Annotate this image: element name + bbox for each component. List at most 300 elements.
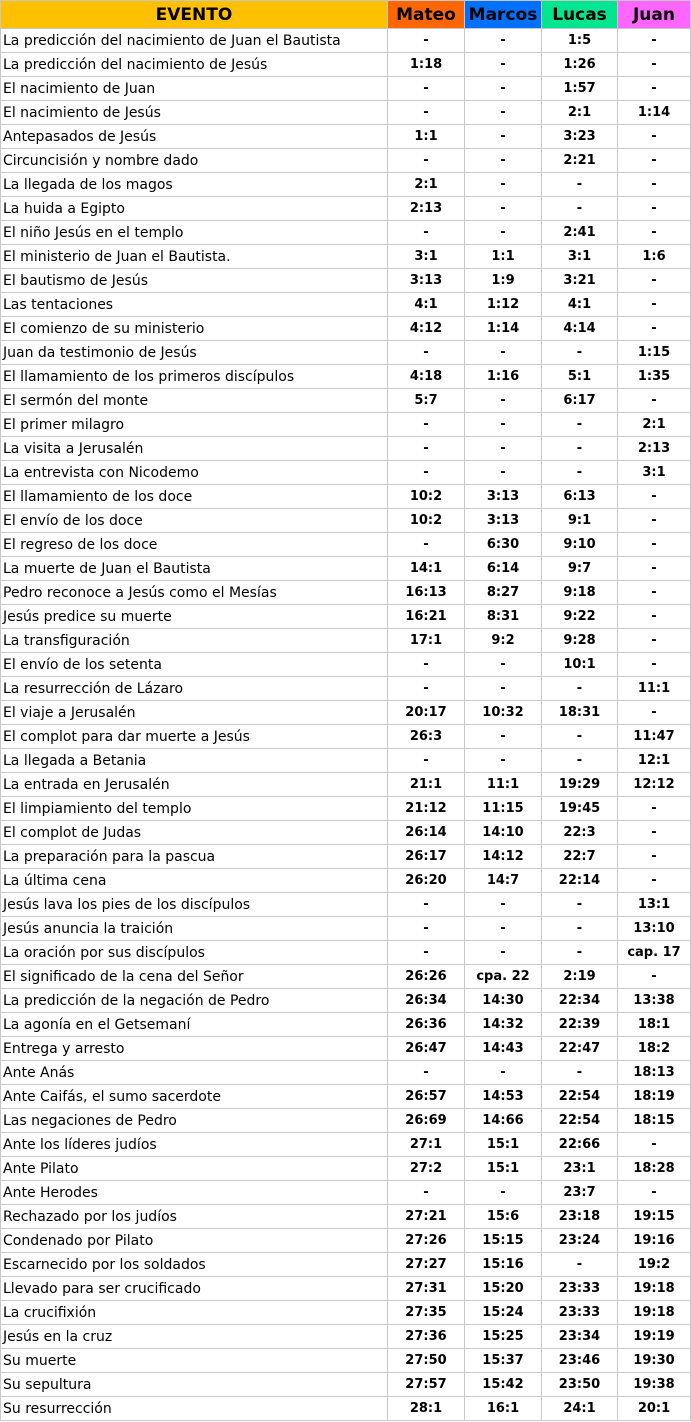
table-row (1, 749, 691, 773)
lucas-cell: 23:7 (542, 1181, 618, 1205)
table-row (1, 1349, 691, 1373)
event-cell: La entrevista con Nicodemo (1, 461, 388, 485)
juan-cell: - (618, 293, 691, 317)
event-cell: El nacimiento de Jesús (1, 101, 388, 125)
juan-cell: 1:35 (618, 365, 691, 389)
mateo-cell: - (388, 461, 465, 485)
event-cell: La oración por sus discípulos (1, 941, 388, 965)
juan-cell: 13:38 (618, 989, 691, 1013)
event-cell: El limpiamiento del templo (1, 797, 388, 821)
table-row (1, 173, 691, 197)
lucas-cell: 22:54 (542, 1085, 618, 1109)
mateo-cell: - (388, 1061, 465, 1085)
lucas-cell: 24:1 (542, 1397, 618, 1421)
table-row (1, 581, 691, 605)
marcos-cell: - (465, 125, 542, 149)
mateo-cell: 26:20 (388, 869, 465, 893)
mateo-cell: 27:1 (388, 1133, 465, 1157)
event-cell: Ante los líderes judíos (1, 1133, 388, 1157)
marcos-cell: cpa. 22 (465, 965, 542, 989)
lucas-cell: 22:14 (542, 869, 618, 893)
marcos-cell: - (465, 101, 542, 125)
lucas-cell: 6:13 (542, 485, 618, 509)
juan-cell: 18:19 (618, 1085, 691, 1109)
table-row (1, 341, 691, 365)
lucas-cell: 2:21 (542, 149, 618, 173)
mateo-cell: 26:14 (388, 821, 465, 845)
mateo-cell: 16:21 (388, 605, 465, 629)
mateo-cell: 26:57 (388, 1085, 465, 1109)
event-cell: El complot de Judas (1, 821, 388, 845)
table-row (1, 221, 691, 245)
juan-cell: 13:1 (618, 893, 691, 917)
table-row (1, 605, 691, 629)
juan-cell: - (618, 77, 691, 101)
marcos-cell: - (465, 1181, 542, 1205)
marcos-cell: 15:1 (465, 1157, 542, 1181)
table-row (1, 389, 691, 413)
lucas-cell: - (542, 341, 618, 365)
mateo-cell: - (388, 653, 465, 677)
header-evento: EVENTO (1, 1, 388, 29)
lucas-cell: 23:1 (542, 1157, 618, 1181)
table-row (1, 365, 691, 389)
mateo-cell: 26:34 (388, 989, 465, 1013)
event-cell: Ante Caifás, el sumo sacerdote (1, 1085, 388, 1109)
mateo-cell: 27:35 (388, 1301, 465, 1325)
mateo-cell: 10:2 (388, 509, 465, 533)
lucas-cell: 9:10 (542, 533, 618, 557)
table-row (1, 677, 691, 701)
event-cell: Escarnecido por los soldados (1, 1253, 388, 1277)
lucas-cell: 9:18 (542, 581, 618, 605)
table-row (1, 317, 691, 341)
mateo-cell: 2:1 (388, 173, 465, 197)
event-cell: Ante Pilato (1, 1157, 388, 1181)
mateo-cell: 16:13 (388, 581, 465, 605)
juan-cell: - (618, 317, 691, 341)
marcos-cell: - (465, 197, 542, 221)
event-cell: La transfiguración (1, 629, 388, 653)
juan-cell: 19:15 (618, 1205, 691, 1229)
table-row (1, 485, 691, 509)
event-cell: La huida a Egipto (1, 197, 388, 221)
marcos-cell: 1:14 (465, 317, 542, 341)
header-mateo: Mateo (388, 1, 465, 29)
mateo-cell: 17:1 (388, 629, 465, 653)
table-row (1, 1181, 691, 1205)
marcos-cell: 11:1 (465, 773, 542, 797)
marcos-cell: 9:2 (465, 629, 542, 653)
mateo-cell: 27:27 (388, 1253, 465, 1277)
lucas-cell: - (542, 413, 618, 437)
juan-cell: - (618, 965, 691, 989)
table-row (1, 1109, 691, 1133)
event-cell: El sermón del monte (1, 389, 388, 413)
juan-cell: 19:30 (618, 1349, 691, 1373)
marcos-cell: 6:30 (465, 533, 542, 557)
lucas-cell: - (542, 941, 618, 965)
mateo-cell: 21:12 (388, 797, 465, 821)
lucas-cell: - (542, 1061, 618, 1085)
table-row (1, 101, 691, 125)
event-cell: La entrada en Jerusalén (1, 773, 388, 797)
juan-cell: 1:15 (618, 341, 691, 365)
mateo-cell: 4:12 (388, 317, 465, 341)
mateo-cell: 4:1 (388, 293, 465, 317)
juan-cell: 18:28 (618, 1157, 691, 1181)
lucas-cell: 22:7 (542, 845, 618, 869)
event-cell: El llamamiento de los primeros discípulos (1, 365, 388, 389)
juan-cell: cap. 17 (618, 941, 691, 965)
event-cell: El primer milagro (1, 413, 388, 437)
table-row (1, 773, 691, 797)
marcos-cell: 15:15 (465, 1229, 542, 1253)
lucas-cell: 19:45 (542, 797, 618, 821)
mateo-cell: 10:2 (388, 485, 465, 509)
marcos-cell: 15:16 (465, 1253, 542, 1277)
marcos-cell: - (465, 29, 542, 53)
lucas-cell: 23:34 (542, 1325, 618, 1349)
event-cell: Circuncisión y nombre dado (1, 149, 388, 173)
marcos-cell: 1:16 (465, 365, 542, 389)
lucas-cell: - (542, 437, 618, 461)
juan-cell: 18:13 (618, 1061, 691, 1085)
table-row (1, 701, 691, 725)
lucas-cell: 3:21 (542, 269, 618, 293)
table-row (1, 1133, 691, 1157)
event-cell: Jesús en la cruz (1, 1325, 388, 1349)
marcos-cell: 8:27 (465, 581, 542, 605)
table-body (1, 29, 691, 1421)
marcos-cell: 15:6 (465, 1205, 542, 1229)
juan-cell: - (618, 701, 691, 725)
marcos-cell: 14:43 (465, 1037, 542, 1061)
lucas-cell: 23:50 (542, 1373, 618, 1397)
mateo-cell: 4:18 (388, 365, 465, 389)
marcos-cell: 3:13 (465, 509, 542, 533)
event-cell: Rechazado por los judíos (1, 1205, 388, 1229)
table-row (1, 125, 691, 149)
juan-cell: - (618, 821, 691, 845)
mateo-cell: - (388, 893, 465, 917)
lucas-cell: 3:1 (542, 245, 618, 269)
lucas-cell: 23:24 (542, 1229, 618, 1253)
event-cell: El llamamiento de los doce (1, 485, 388, 509)
mateo-cell: - (388, 677, 465, 701)
mateo-cell: 5:7 (388, 389, 465, 413)
table-row (1, 149, 691, 173)
juan-cell: - (618, 173, 691, 197)
event-cell: La visita a Jerusalén (1, 437, 388, 461)
marcos-cell: - (465, 893, 542, 917)
juan-cell: 1:14 (618, 101, 691, 125)
mateo-cell: - (388, 413, 465, 437)
juan-cell: - (618, 653, 691, 677)
juan-cell: 18:1 (618, 1013, 691, 1037)
mateo-cell: - (388, 341, 465, 365)
juan-cell: - (618, 221, 691, 245)
marcos-cell: - (465, 1061, 542, 1085)
mateo-cell: 21:1 (388, 773, 465, 797)
marcos-cell: 15:25 (465, 1325, 542, 1349)
lucas-cell: - (542, 677, 618, 701)
marcos-cell: 14:66 (465, 1109, 542, 1133)
lucas-cell: 2:1 (542, 101, 618, 125)
table-row (1, 653, 691, 677)
mateo-cell: 26:69 (388, 1109, 465, 1133)
mateo-cell: 27:26 (388, 1229, 465, 1253)
marcos-cell: - (465, 149, 542, 173)
marcos-cell: - (465, 749, 542, 773)
lucas-cell: 23:33 (542, 1301, 618, 1325)
table-row (1, 893, 691, 917)
juan-cell: - (618, 53, 691, 77)
lucas-cell: - (542, 173, 618, 197)
mateo-cell: - (388, 917, 465, 941)
juan-cell: 19:18 (618, 1301, 691, 1325)
marcos-cell: 8:31 (465, 605, 542, 629)
header-lucas: Lucas (542, 1, 618, 29)
table-row (1, 269, 691, 293)
marcos-cell: 1:9 (465, 269, 542, 293)
mateo-cell: - (388, 749, 465, 773)
mateo-cell: 27:31 (388, 1277, 465, 1301)
juan-cell: 2:1 (618, 413, 691, 437)
lucas-cell: 1:57 (542, 77, 618, 101)
mateo-cell: - (388, 221, 465, 245)
juan-cell: - (618, 797, 691, 821)
table-row (1, 245, 691, 269)
lucas-cell: - (542, 893, 618, 917)
marcos-cell: 14:7 (465, 869, 542, 893)
marcos-cell: - (465, 653, 542, 677)
juan-cell: 11:1 (618, 677, 691, 701)
juan-cell: 20:1 (618, 1397, 691, 1421)
event-cell: Jesús anuncia la traición (1, 917, 388, 941)
lucas-cell: 19:29 (542, 773, 618, 797)
table-row (1, 1229, 691, 1253)
event-cell: Antepasados de Jesús (1, 125, 388, 149)
event-cell: Entrega y arresto (1, 1037, 388, 1061)
table-row (1, 1013, 691, 1037)
mateo-cell: 26:26 (388, 965, 465, 989)
marcos-cell: 16:1 (465, 1397, 542, 1421)
event-cell: El complot para dar muerte a Jesús (1, 725, 388, 749)
marcos-cell: - (465, 221, 542, 245)
event-cell: Su muerte (1, 1349, 388, 1373)
header-row (1, 1, 691, 29)
event-cell: Las tentaciones (1, 293, 388, 317)
mateo-cell: - (388, 437, 465, 461)
event-cell: Jesús predice su muerte (1, 605, 388, 629)
event-cell: La preparación para la pascua (1, 845, 388, 869)
mateo-cell: 26:3 (388, 725, 465, 749)
event-cell: Su sepultura (1, 1373, 388, 1397)
lucas-cell: 2:19 (542, 965, 618, 989)
marcos-cell: 6:14 (465, 557, 542, 581)
table-row (1, 1205, 691, 1229)
juan-cell: - (618, 1181, 691, 1205)
mateo-cell: 1:18 (388, 53, 465, 77)
juan-cell: - (618, 197, 691, 221)
marcos-cell: 15:20 (465, 1277, 542, 1301)
lucas-cell: 4:1 (542, 293, 618, 317)
header-marcos: Marcos (465, 1, 542, 29)
event-cell: El niño Jesús en el templo (1, 221, 388, 245)
event-cell: La muerte de Juan el Bautista (1, 557, 388, 581)
juan-cell: - (618, 869, 691, 893)
marcos-cell: - (465, 173, 542, 197)
table-row (1, 557, 691, 581)
juan-cell: - (618, 485, 691, 509)
juan-cell: - (618, 581, 691, 605)
lucas-cell: - (542, 749, 618, 773)
marcos-cell: - (465, 413, 542, 437)
juan-cell: 19:19 (618, 1325, 691, 1349)
mateo-cell: 3:13 (388, 269, 465, 293)
lucas-cell: 9:7 (542, 557, 618, 581)
lucas-cell: 22:66 (542, 1133, 618, 1157)
mateo-cell: - (388, 149, 465, 173)
lucas-cell: - (542, 725, 618, 749)
mateo-cell: 27:50 (388, 1349, 465, 1373)
marcos-cell: 15:42 (465, 1373, 542, 1397)
table-row (1, 1061, 691, 1085)
lucas-cell: 9:1 (542, 509, 618, 533)
lucas-cell: 22:54 (542, 1109, 618, 1133)
event-cell: Jesús lava los pies de los discípulos (1, 893, 388, 917)
lucas-cell: 23:46 (542, 1349, 618, 1373)
marcos-cell: - (465, 389, 542, 413)
juan-cell: - (618, 605, 691, 629)
lucas-cell: - (542, 197, 618, 221)
lucas-cell: 9:22 (542, 605, 618, 629)
table-header (1, 1, 691, 29)
event-cell: Pedro reconoce a Jesús como el Mesías (1, 581, 388, 605)
table-row (1, 845, 691, 869)
table-row (1, 1085, 691, 1109)
juan-cell: 18:15 (618, 1109, 691, 1133)
juan-cell: 12:12 (618, 773, 691, 797)
mateo-cell: 27:57 (388, 1373, 465, 1397)
marcos-cell: 1:12 (465, 293, 542, 317)
mateo-cell: 20:17 (388, 701, 465, 725)
mateo-cell: 26:36 (388, 1013, 465, 1037)
juan-cell: 18:2 (618, 1037, 691, 1061)
marcos-cell: - (465, 437, 542, 461)
juan-cell: - (618, 629, 691, 653)
event-cell: La agonía en el Getsemaní (1, 1013, 388, 1037)
event-cell: El envío de los setenta (1, 653, 388, 677)
lucas-cell: 18:31 (542, 701, 618, 725)
mateo-cell: 26:47 (388, 1037, 465, 1061)
mateo-cell: 26:17 (388, 845, 465, 869)
juan-cell: 13:10 (618, 917, 691, 941)
juan-cell: - (618, 149, 691, 173)
marcos-cell: - (465, 53, 542, 77)
mateo-cell: - (388, 1181, 465, 1205)
event-cell: La última cena (1, 869, 388, 893)
mateo-cell: 27:36 (388, 1325, 465, 1349)
marcos-cell: 3:13 (465, 485, 542, 509)
marcos-cell: 11:15 (465, 797, 542, 821)
table-row (1, 77, 691, 101)
table-row (1, 461, 691, 485)
event-cell: El regreso de los doce (1, 533, 388, 557)
juan-cell: 12:1 (618, 749, 691, 773)
lucas-cell: - (542, 1253, 618, 1277)
event-cell: Juan da testimonio de Jesús (1, 341, 388, 365)
event-cell: El significado de la cena del Señor (1, 965, 388, 989)
table-row (1, 413, 691, 437)
lucas-cell: 22:47 (542, 1037, 618, 1061)
event-cell: La crucifixión (1, 1301, 388, 1325)
mateo-cell: 27:21 (388, 1205, 465, 1229)
lucas-cell: - (542, 461, 618, 485)
marcos-cell: - (465, 341, 542, 365)
table-row (1, 989, 691, 1013)
juan-cell: - (618, 533, 691, 557)
mateo-cell: 1:1 (388, 125, 465, 149)
lucas-cell: 5:1 (542, 365, 618, 389)
juan-cell: - (618, 845, 691, 869)
table-row (1, 725, 691, 749)
lucas-cell: - (542, 917, 618, 941)
juan-cell: 2:13 (618, 437, 691, 461)
lucas-cell: 23:33 (542, 1277, 618, 1301)
table-row (1, 821, 691, 845)
table-row (1, 941, 691, 965)
lucas-cell: 22:34 (542, 989, 618, 1013)
juan-cell: - (618, 1133, 691, 1157)
table-row (1, 629, 691, 653)
mateo-cell: - (388, 941, 465, 965)
lucas-cell: 22:39 (542, 1013, 618, 1037)
lucas-cell: 9:28 (542, 629, 618, 653)
event-cell: Su resurrección (1, 1397, 388, 1421)
mateo-cell: 28:1 (388, 1397, 465, 1421)
table-row (1, 1157, 691, 1181)
marcos-cell: 15:1 (465, 1133, 542, 1157)
event-cell: El nacimiento de Juan (1, 77, 388, 101)
juan-cell: 11:47 (618, 725, 691, 749)
table-row (1, 1301, 691, 1325)
event-cell: Ante Anás (1, 1061, 388, 1085)
table-row (1, 1277, 691, 1301)
juan-cell: 19:16 (618, 1229, 691, 1253)
table-row (1, 197, 691, 221)
event-cell: Llevado para ser crucificado (1, 1277, 388, 1301)
lucas-cell: 4:14 (542, 317, 618, 341)
marcos-cell: - (465, 917, 542, 941)
marcos-cell: 14:30 (465, 989, 542, 1013)
event-cell: La llegada a Betania (1, 749, 388, 773)
table-row (1, 1397, 691, 1421)
mateo-cell: - (388, 29, 465, 53)
marcos-cell: 14:53 (465, 1085, 542, 1109)
lucas-cell: 1:26 (542, 53, 618, 77)
event-cell: La llegada de los magos (1, 173, 388, 197)
marcos-cell: - (465, 725, 542, 749)
table-row (1, 533, 691, 557)
juan-cell: 3:1 (618, 461, 691, 485)
lucas-cell: 6:17 (542, 389, 618, 413)
event-cell: El ministerio de Juan el Bautista. (1, 245, 388, 269)
lucas-cell: 3:23 (542, 125, 618, 149)
table-row (1, 965, 691, 989)
table-row (1, 917, 691, 941)
